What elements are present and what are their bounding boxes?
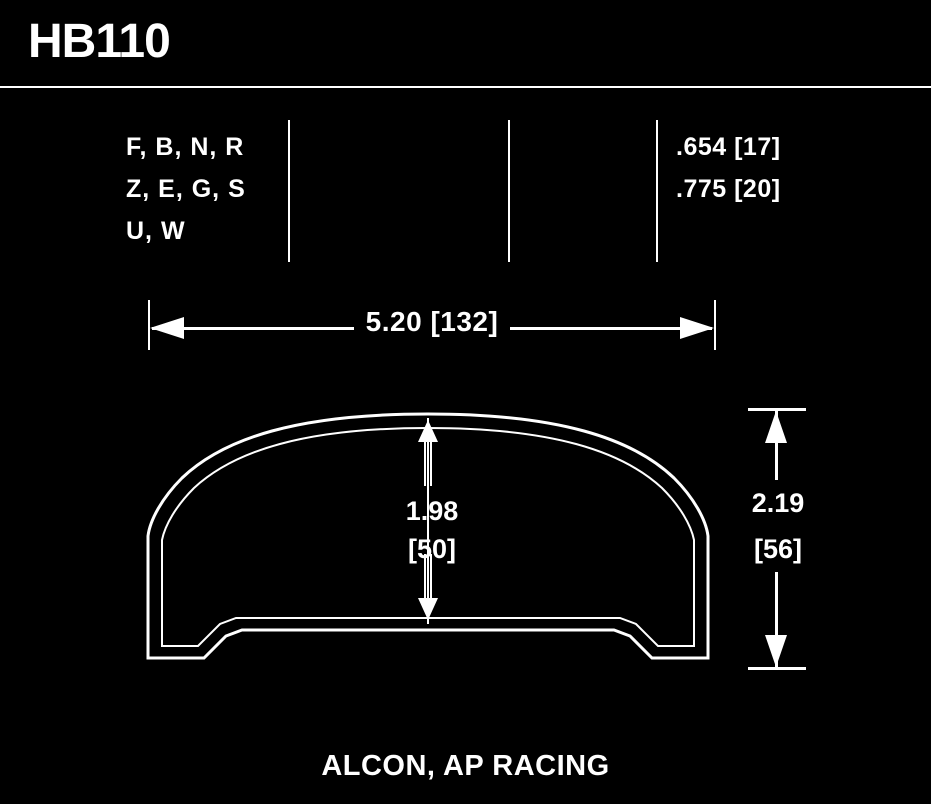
thickness-value: .775 [20] [676, 175, 781, 203]
height-label-line1: 2.19 [738, 480, 818, 526]
thickness-tick-mark [288, 120, 290, 262]
thickness-tick-mark [508, 120, 510, 262]
compound-code-list [126, 126, 246, 252]
height-extension-line-bottom [748, 667, 806, 670]
inner-height-dimension [404, 420, 460, 620]
width-dimension-label [148, 306, 716, 338]
arrow-down-icon [765, 635, 787, 667]
compound-code-row: Z, E, G, S [126, 175, 246, 203]
application-caption: ALCON, AP RACING [321, 750, 610, 782]
thickness-value-list [676, 126, 781, 210]
inner-height-label-line1: 1.98 [405, 496, 459, 526]
compound-code-row: F, B, N, R [126, 133, 245, 161]
height-label-line2: [56] [738, 526, 818, 572]
width-dimension [148, 300, 716, 356]
height-dimension [748, 408, 808, 670]
compound-code-row: U, W [126, 217, 186, 245]
arrow-up-icon [765, 411, 787, 443]
inner-height-label-line2: [50] [407, 534, 456, 564]
width-dimension-text: 5.20 [132] [354, 306, 511, 337]
height-dimension-label [738, 480, 818, 572]
page-title: HB110 [28, 15, 170, 68]
thickness-value: .654 [17] [676, 133, 781, 161]
header-divider [0, 86, 931, 88]
thickness-tick-mark [656, 120, 658, 262]
